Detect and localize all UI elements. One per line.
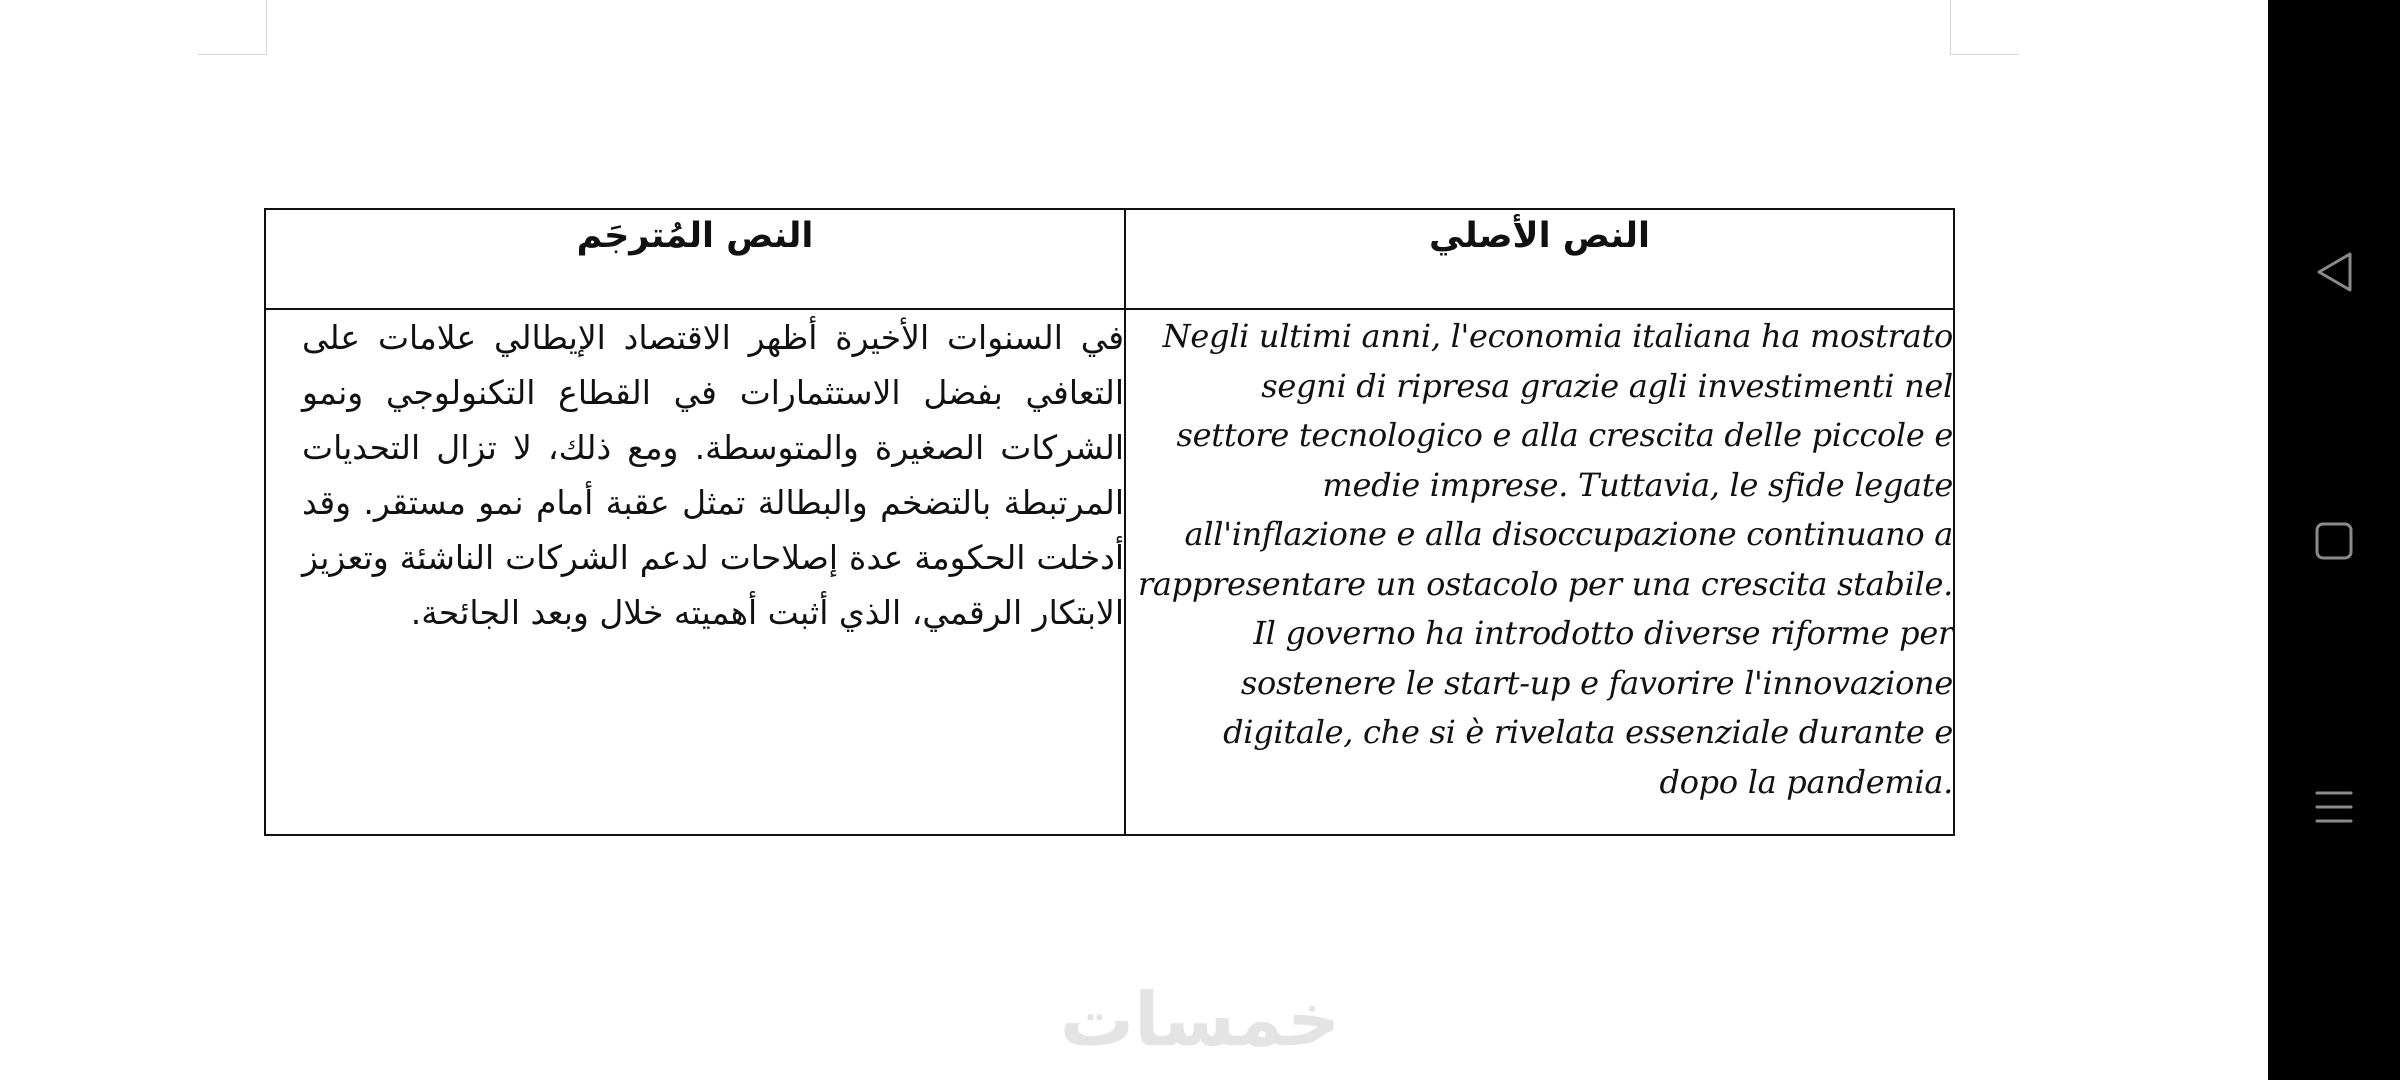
home-button[interactable]: [2268, 496, 2400, 586]
original-line: digitale, che si è rivelata essenziale durante e: [1223, 713, 1953, 751]
android-navigation-bar: [2268, 0, 2400, 1080]
original-line: settore tecnologico e alla crescita delle piccole e: [1176, 416, 1953, 454]
table-header-row: [265, 209, 1954, 309]
page-corner-mark-left: [198, 0, 267, 55]
khamsat-watermark-logo: خمسات: [1059, 977, 1341, 1063]
original-line: segni di ripresa grazie agli investimenti nel: [1261, 366, 1953, 405]
original-line: all'inflazione e alla disoccupazione continuano a: [1184, 515, 1953, 553]
page-corner-mark-right: [1950, 0, 2019, 55]
original-line: Il governo ha introdotto diverse riforme per: [1253, 614, 1953, 652]
menu-lines-icon: [2314, 787, 2354, 827]
original-text-cell: [1125, 309, 1954, 835]
original-line: Negli ultimi anni, l'economia italiana ha mostrato: [1162, 317, 1953, 355]
home-square-icon: [2314, 521, 2354, 561]
table-body-row: [265, 309, 1954, 835]
original-line: dopo la pandemia.: [1659, 762, 1953, 801]
back-triangle-icon: [2314, 250, 2354, 294]
original-line: medie imprese. Tuttavia, le sfide legate: [1322, 465, 1953, 504]
menu-button[interactable]: [2268, 762, 2400, 852]
header-translated-text: النص المُترجَم: [265, 209, 1125, 309]
original-line: sostenere le start-up e favorire l'innovazione: [1240, 663, 1953, 702]
translated-text-cell: [265, 309, 1125, 835]
original-line: rappresentare un ostacolo per una crescita stabile.: [1137, 564, 1953, 603]
original-paragraph: [1126, 310, 1953, 807]
translation-table: [264, 208, 1955, 836]
header-original-text: النص الأصلي: [1125, 209, 1954, 309]
back-button[interactable]: [2268, 227, 2400, 317]
translated-paragraph: في السنوات الأخيرة أظهر الاقتصاد الإيطالي علامات على التعافي بفضل الاستثمارات في القطاع التكنولوجي ونمو الشركات الصغيرة والمتوسطة. ومع ذلك، لا تزال التحديات المرتبطة بالتضخم والبطالة تمثل عقبة أمام نمو مستقر. وقد أدخلت الحكومة عدة إصلاحات لدعم الشركات الناشئة وتعزيز الابتكار الرقمي، الذي أثبت أهميته خلال وبعد الجائحة.: [302, 318, 1124, 632]
